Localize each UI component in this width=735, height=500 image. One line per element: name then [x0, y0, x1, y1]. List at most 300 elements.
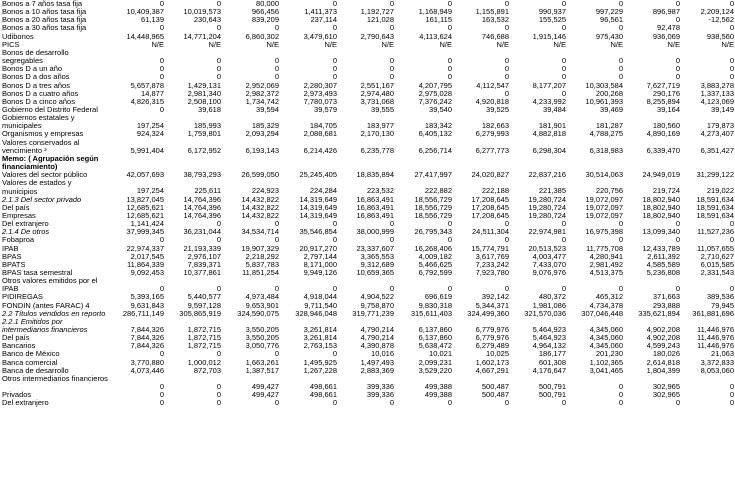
value-cell: 465,312 [595, 292, 623, 302]
value-cell: 183,342 [424, 121, 452, 131]
value-cell: 5,991,404 [130, 145, 164, 155]
value-cell: 0 [216, 398, 221, 408]
row-label: Bancarios [2, 342, 36, 351]
row-label: Del país [2, 203, 30, 212]
value-cell: N/E [610, 39, 623, 49]
value-cell: 1,387,517 [245, 365, 279, 375]
value-cell: 16,975,398 [585, 227, 623, 237]
value-cell: 0 [561, 0, 566, 8]
value-cell: 0 [332, 284, 337, 294]
value-cell: 2,611,392 [647, 251, 680, 261]
value-cell: N/E [496, 39, 509, 49]
value-cell: 500,791 [538, 382, 566, 392]
value-cell: 0 [504, 88, 509, 98]
value-cell: 0 [159, 235, 164, 245]
value-cell: 18,802,940 [642, 210, 680, 220]
value-cell: 6,279,489 [475, 341, 509, 351]
value-cell: N/E [439, 39, 452, 49]
value-cell: 0 [561, 398, 566, 408]
value-cell: 0 [618, 64, 623, 74]
value-cell: 18,835,894 [356, 170, 394, 180]
row-label: Bonos D a un año [2, 65, 63, 74]
value-cell: 13,099,340 [642, 227, 680, 237]
value-cell: 0 [332, 219, 337, 229]
value-cell: 7,433,070 [532, 259, 566, 269]
value-cell: 26,795,343 [414, 227, 452, 237]
value-cell: 324,499,360 [467, 308, 509, 318]
value-cell: 4,009,182 [418, 251, 452, 261]
row-label: Bonos D a cuatro años [2, 89, 79, 98]
table-row [0, 49, 735, 65]
value-cell: 2,099,231 [418, 357, 452, 367]
value-cell: 0 [618, 398, 623, 408]
value-cell: 163,532 [481, 15, 509, 25]
value-cell: 8,177,207 [532, 80, 566, 90]
value-cell: N/E [667, 39, 680, 49]
value-cell: 6,214,426 [303, 145, 337, 155]
table-row [0, 98, 735, 106]
row-label: 2.1.3 Del sector privado [2, 195, 82, 204]
value-cell: 0 [274, 219, 279, 229]
value-cell: 4,599,243 [646, 341, 680, 351]
row-label: IPAB [2, 244, 19, 253]
value-cell: 1,429,131 [187, 80, 221, 90]
value-cell: 0 [675, 398, 680, 408]
value-cell: 321,570,036 [524, 308, 566, 318]
value-cell: 2,093,294 [245, 129, 279, 139]
row-label: Del extranjero [2, 220, 49, 229]
value-cell: 839,209 [251, 15, 279, 25]
value-cell: 2,551,167 [360, 80, 394, 90]
value-cell: 0 [389, 398, 394, 408]
value-cell: 0 [675, 284, 680, 294]
value-cell: 3,050,776 [245, 341, 279, 351]
value-cell: 0 [332, 235, 337, 245]
value-cell: 9,949,126 [303, 267, 337, 277]
value-cell: 0 [216, 72, 221, 82]
value-cell: 6,193,143 [245, 145, 279, 155]
value-cell: 11,446,976 [697, 341, 734, 351]
value-cell: 2,975,028 [418, 88, 452, 98]
value-cell: 0 [447, 284, 452, 294]
table-row [0, 179, 735, 195]
value-cell: 324,590,075 [237, 308, 279, 318]
value-cell: 1,804,399 [646, 365, 680, 375]
value-cell: 4,882,818 [532, 129, 566, 139]
value-cell: 10,377,861 [183, 267, 221, 277]
value-cell: 155,525 [538, 15, 566, 25]
value-cell: -12,562 [708, 15, 734, 25]
value-cell: 0 [561, 284, 566, 294]
value-cell: 0 [159, 382, 164, 392]
value-cell: 11,057,655 [697, 243, 734, 253]
row-label: BPAS [2, 252, 22, 261]
value-cell: 2,952,069 [245, 80, 279, 90]
row-label: Udibonos [2, 32, 34, 41]
value-cell: 7,844,326 [130, 341, 164, 351]
value-cell: 0 [618, 235, 623, 245]
value-cell: 307,046,448 [581, 308, 623, 318]
value-cell: 26,599,050 [241, 170, 279, 180]
value-cell: 5,837,783 [245, 259, 279, 269]
value-cell: 18,591,634 [696, 194, 734, 204]
value-cell: 975,430 [595, 31, 623, 41]
row-label: Valores de estados y municipios [2, 179, 72, 196]
value-cell: 4,920,818 [475, 96, 509, 106]
value-cell: 220,756 [595, 186, 623, 196]
value-cell: 17,208,645 [471, 210, 509, 220]
table-row [0, 171, 735, 179]
row-label: Bonos a 7 años tasa fija [2, 0, 83, 8]
value-cell: 1,000,012 [187, 357, 221, 367]
value-cell: 19,072,097 [585, 210, 623, 220]
table-row [0, 33, 735, 41]
value-cell: 11,527,236 [697, 227, 734, 237]
row-label: Banca de desarrollo [2, 366, 69, 375]
value-cell: 9,631,843 [130, 300, 164, 310]
value-cell: 10,961,393 [585, 96, 623, 106]
value-cell: 2,614,818 [646, 357, 680, 367]
value-cell: 6,779,976 [475, 324, 509, 334]
value-cell: 2,982,372 [245, 88, 279, 98]
value-cell: 22,974,981 [528, 227, 566, 237]
value-cell: 6,256,714 [418, 145, 452, 155]
row-label: Del país [2, 334, 30, 343]
value-cell: 0 [675, 235, 680, 245]
value-cell: 3,617,769 [475, 251, 509, 261]
value-cell: 10,303,584 [585, 80, 623, 90]
value-cell: 4,788,275 [589, 129, 623, 139]
row-label: Del extranjero [2, 399, 49, 408]
value-cell: 990,937 [538, 7, 566, 17]
value-cell: 6,137,860 [418, 333, 452, 343]
value-cell: 18,591,634 [696, 210, 734, 220]
value-cell: 389,536 [706, 292, 734, 302]
value-cell: 36,231,044 [183, 227, 221, 237]
value-cell: 0 [618, 382, 623, 392]
value-cell: 335,621,894 [638, 308, 680, 318]
table-row [0, 367, 735, 375]
value-cell: 0 [332, 398, 337, 408]
value-cell: 61,139 [141, 15, 164, 25]
value-cell: 6,137,860 [418, 324, 452, 334]
value-cell: 0 [729, 219, 734, 229]
value-cell: 186,177 [538, 349, 566, 359]
value-cell: 11,446,976 [697, 324, 734, 334]
value-cell: 16,863,491 [356, 210, 394, 220]
value-cell: 39,469 [600, 104, 623, 114]
table-row [0, 269, 735, 277]
value-cell: 0 [159, 284, 164, 294]
value-cell: 6,298,304 [532, 145, 566, 155]
value-cell: 4,073,446 [130, 365, 164, 375]
value-cell: 14,764,396 [183, 194, 221, 204]
row-label: 2.1.4 De otros [2, 228, 50, 237]
value-cell: 8,255,894 [646, 96, 680, 106]
value-cell: 10,025 [486, 349, 509, 359]
value-cell: 237,114 [310, 15, 337, 25]
value-cell: 180,026 [652, 349, 680, 359]
value-cell: 0 [389, 72, 394, 82]
value-cell: 20,513,523 [528, 243, 566, 253]
value-cell: 79,945 [711, 300, 734, 310]
value-cell: 0 [504, 284, 509, 294]
value-cell: 0 [729, 390, 734, 400]
value-cell: 0 [159, 349, 164, 359]
value-cell: 0 [504, 23, 509, 33]
value-cell: 1,663,261 [245, 357, 279, 367]
value-cell: 696,619 [424, 292, 452, 302]
value-cell: 5,464,923 [532, 324, 566, 334]
row-label: BPATS [2, 260, 26, 269]
value-cell: 0 [618, 23, 623, 33]
value-cell: 1,192,727 [360, 7, 394, 17]
value-cell: 24,511,304 [472, 227, 509, 237]
value-cell: 185,329 [251, 121, 279, 131]
value-cell: 14,432,822 [241, 210, 279, 220]
value-cell: 1,915,146 [532, 31, 566, 41]
value-cell: 0 [729, 56, 734, 66]
value-cell: N/E [266, 39, 279, 49]
value-cell: 601,308 [538, 357, 566, 367]
value-cell: 2,170,130 [360, 129, 394, 139]
table-row [0, 399, 735, 407]
value-cell: 5,236,808 [646, 267, 680, 277]
value-cell: 0 [159, 398, 164, 408]
value-cell: 19,280,724 [528, 202, 566, 212]
table-row [0, 65, 735, 73]
value-cell: 0 [216, 23, 221, 33]
value-cell: 14,764,396 [183, 202, 221, 212]
value-cell: 18,591,634 [696, 202, 734, 212]
value-cell: 7,376,242 [418, 96, 452, 106]
value-cell: 0 [332, 349, 337, 359]
row-label: Privados [2, 391, 32, 400]
value-cell: 181,901 [538, 121, 566, 131]
value-cell: 0 [618, 72, 623, 82]
value-cell: 22,974,337 [126, 243, 164, 253]
value-cell: 0 [729, 398, 734, 408]
value-cell: N/E [381, 39, 394, 49]
value-cell: 1,411,373 [304, 7, 337, 17]
table-row [0, 155, 735, 171]
value-cell: 19,907,329 [241, 243, 279, 253]
value-cell: 9,597,128 [187, 300, 221, 310]
value-cell: 16,268,406 [414, 243, 452, 253]
value-cell: 9,830,318 [418, 300, 452, 310]
value-cell: 938,560 [706, 31, 734, 41]
value-cell: 0 [675, 219, 680, 229]
value-cell: 14,319,649 [299, 210, 337, 220]
value-cell: 1,495,925 [303, 357, 337, 367]
value-cell: 224,923 [251, 186, 279, 196]
value-cell: 4,112,547 [476, 80, 509, 90]
value-cell: 8,053,060 [700, 365, 734, 375]
value-cell: 4,585,589 [646, 259, 680, 269]
value-cell: 1,141,424 [130, 219, 164, 229]
value-cell: 6,277,773 [475, 145, 509, 155]
value-cell: 6,339,470 [646, 145, 680, 155]
value-cell: 24,949,019 [642, 170, 680, 180]
value-cell: 1,168,949 [418, 7, 452, 17]
value-cell: 183,977 [366, 121, 394, 131]
value-cell: 4,890,169 [646, 129, 680, 139]
value-cell: 182,663 [481, 121, 509, 131]
row-label: BPAS tasa semestral [2, 268, 73, 277]
value-cell: 6,860,302 [245, 31, 279, 41]
row-label: FONDIN (antes FARAC) 4 [2, 301, 90, 310]
value-cell: 4,345,060 [589, 341, 623, 351]
value-cell: 16,863,491 [356, 202, 394, 212]
value-cell: 0 [332, 64, 337, 74]
value-cell: 0 [332, 72, 337, 82]
value-cell: 39,540 [429, 104, 452, 114]
value-cell: 9,092,453 [130, 267, 164, 277]
value-cell: 4,667,291 [475, 365, 509, 375]
value-cell: 0 [216, 64, 221, 74]
value-cell: 0 [389, 56, 394, 66]
value-cell: 0 [447, 219, 452, 229]
table-row [0, 228, 735, 236]
value-cell: 499,427 [251, 390, 279, 400]
value-cell: 0 [159, 23, 164, 33]
value-cell: 4,113,624 [419, 31, 452, 41]
value-cell: 4,176,647 [532, 365, 566, 375]
value-cell: 1,981,086 [532, 300, 566, 310]
value-cell: 17,208,645 [471, 202, 509, 212]
value-cell: 0 [729, 64, 734, 74]
value-cell: 0 [729, 382, 734, 392]
value-cell: 7,627,719 [646, 80, 680, 90]
value-cell: 0 [729, 284, 734, 294]
value-cell: 9,653,901 [245, 300, 279, 310]
value-cell: 371,663 [652, 292, 680, 302]
value-cell: 16,863,491 [356, 194, 394, 204]
value-cell: 0 [389, 23, 394, 33]
value-cell: 0 [675, 0, 680, 8]
value-cell: 1,102,365 [589, 357, 623, 367]
value-cell: 500,791 [538, 390, 566, 400]
value-cell: 9,711,540 [304, 300, 337, 310]
row-label: Fobaproa [2, 236, 35, 245]
value-cell: 0 [216, 284, 221, 294]
value-cell: 4,902,208 [646, 333, 680, 343]
value-cell: 39,579 [314, 104, 337, 114]
value-cell: 1,734,742 [245, 96, 279, 106]
value-cell: 293,888 [652, 300, 680, 310]
value-cell: 0 [216, 0, 221, 8]
value-cell: 18,556,729 [414, 194, 452, 204]
value-cell: 0 [729, 23, 734, 33]
value-cell: 0 [447, 0, 452, 8]
value-cell: 0 [561, 56, 566, 66]
table-row [0, 318, 735, 334]
value-cell: 0 [675, 64, 680, 74]
value-cell: 2,763,153 [303, 341, 337, 351]
row-label: Bonos D a tres años [2, 81, 70, 90]
value-cell: 1,267,228 [303, 365, 337, 375]
value-cell: 121,028 [366, 15, 394, 25]
value-cell: 34,534,714 [241, 227, 279, 237]
row-label: Otros valores emitidos por el IPAB [2, 277, 98, 294]
value-cell: 896,987 [652, 7, 680, 17]
value-cell: 23,337,607 [356, 243, 394, 253]
value-cell: 0 [729, 235, 734, 245]
value-cell: 39,618 [198, 104, 221, 114]
value-cell: 219,724 [652, 186, 680, 196]
value-cell: 361,881,696 [692, 308, 734, 318]
value-cell: 0 [675, 56, 680, 66]
value-cell: 3,731,068 [360, 96, 394, 106]
value-cell: 0 [389, 235, 394, 245]
value-cell: 5,657,878 [130, 80, 164, 90]
value-cell: 2,218,292 [245, 251, 279, 261]
value-cell: 19,072,097 [585, 194, 623, 204]
value-cell: 3,529,220 [418, 365, 452, 375]
value-cell: 0 [389, 0, 394, 8]
value-cell: 21,063 [711, 349, 734, 359]
value-cell: 7,780,073 [303, 96, 337, 106]
value-cell: 18,556,729 [414, 202, 452, 212]
value-cell: 11,446,976 [697, 333, 734, 343]
row-label: 2.2 Títulos vendidos en reporto [2, 309, 106, 318]
value-cell: 0 [274, 235, 279, 245]
value-cell: 2,088,681 [303, 129, 337, 139]
row-label: Gobiernos estatales y municipales [2, 114, 75, 131]
value-cell: 328,946,048 [295, 308, 337, 318]
row-label: Valores conservados al vencimiento ² [2, 138, 80, 155]
row-label: Bonos a 10 años tasa fija [2, 8, 87, 17]
value-cell: 7,844,326 [130, 333, 164, 343]
value-cell: 319,771,239 [352, 308, 394, 318]
value-cell: 0 [618, 219, 623, 229]
value-cell: 1,872,715 [187, 341, 221, 351]
value-cell: 0 [561, 72, 566, 82]
value-cell: 0 [447, 235, 452, 245]
value-cell: 14,432,822 [241, 202, 279, 212]
value-cell: 37,999,345 [126, 227, 164, 237]
row-label: 2.2.1 Emitidos por intermediarios financieros [2, 317, 88, 335]
value-cell: 2,508,100 [187, 96, 221, 106]
value-cell: 0 [274, 23, 279, 33]
value-cell: 499,388 [424, 390, 452, 400]
value-cell: 0 [274, 349, 279, 359]
value-cell: 0 [274, 398, 279, 408]
value-cell: 14,319,649 [299, 202, 337, 212]
value-cell: 500,487 [481, 390, 509, 400]
value-cell: 14,319,649 [299, 194, 337, 204]
value-cell: 3,550,205 [245, 333, 279, 343]
value-cell: 0 [447, 398, 452, 408]
value-cell: 5,466,625 [418, 259, 452, 269]
value-cell: 18,802,940 [642, 202, 680, 212]
row-label: Bonos a 20 años tasa fija [2, 16, 87, 25]
value-cell: 197,254 [136, 186, 164, 196]
value-cell: 4,207,795 [418, 80, 452, 90]
value-cell: 315,611,403 [410, 308, 452, 318]
value-cell: 0 [561, 64, 566, 74]
value-cell: 7,923,780 [475, 267, 509, 277]
value-cell: 0 [561, 88, 566, 98]
value-cell: 3,883,278 [700, 80, 734, 90]
value-cell: 1,337,133 [700, 88, 734, 98]
value-cell: 0 [216, 349, 221, 359]
row-label: Bonos de desarrollo segregables [2, 48, 69, 66]
value-cell: 0 [216, 390, 221, 400]
value-cell: 499,388 [424, 382, 452, 392]
value-cell: 18,802,940 [642, 194, 680, 204]
value-cell: 0 [447, 56, 452, 66]
